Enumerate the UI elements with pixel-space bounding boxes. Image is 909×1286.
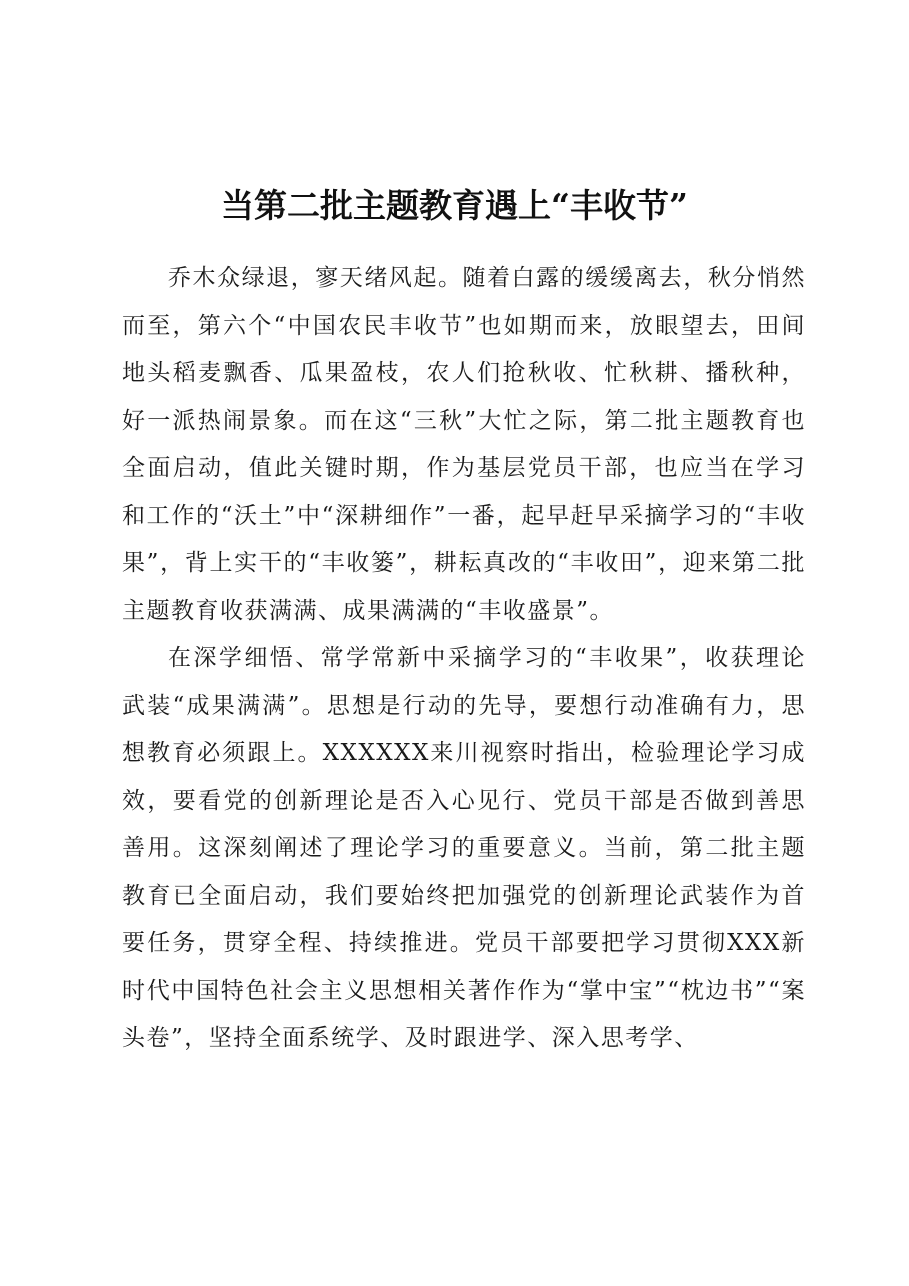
paragraph-1: 乔木众绿退，寥天绪风起。随着白露的缓缓离去，秋分悄然而至，第六个“中国农民丰收节”也如期而来，放眼望去，田间地头稻麦飘香、瓜果盈枝，农人们抢秋收、忙秋耕、播秋种，好一派热闹景象。而在这“三秋”大忙之际，第二批主题教育也全面启动，值此关键时期，作为基层党员干部，也应当在学习和工作的“沃土”中“深耕细作”一番，起早赶早采摘学习的“丰收果”，背上实干的“丰收篓”，耕耘真改的“丰收田”，迎来第二批主题教育收获满满、成果满满的“丰收盛景”。 [122, 265, 806, 624]
document-title: 当第二批主题教育遇上“丰收节” [221, 186, 688, 225]
document-body [122, 255, 806, 1063]
paragraph-2: 在深学细悟、常学常新中采摘学习的“丰收果”，收获理论武装“成果满满”。思想是行动的先导，要想行动准确有力，思想教育必须跟上。XXXXXX来川视察时指出，检验理论学习成效，要看党的创新理论是否入心见行、党员干部是否做到善思善用。这深刻阐述了理论学习的重要意义。当前，第二批主题教育已全面启动，我们要始终把加强党的创新理论武装作为首要任务，贯穿全程、持续推进。党员干部要把学习贯彻XXX新时代中国特色社会主义思想相关著作作为“掌中宝”“枕边书”“案头卷”，坚持全面系统学、及时跟进学、深入思考学、 [122, 645, 806, 1051]
